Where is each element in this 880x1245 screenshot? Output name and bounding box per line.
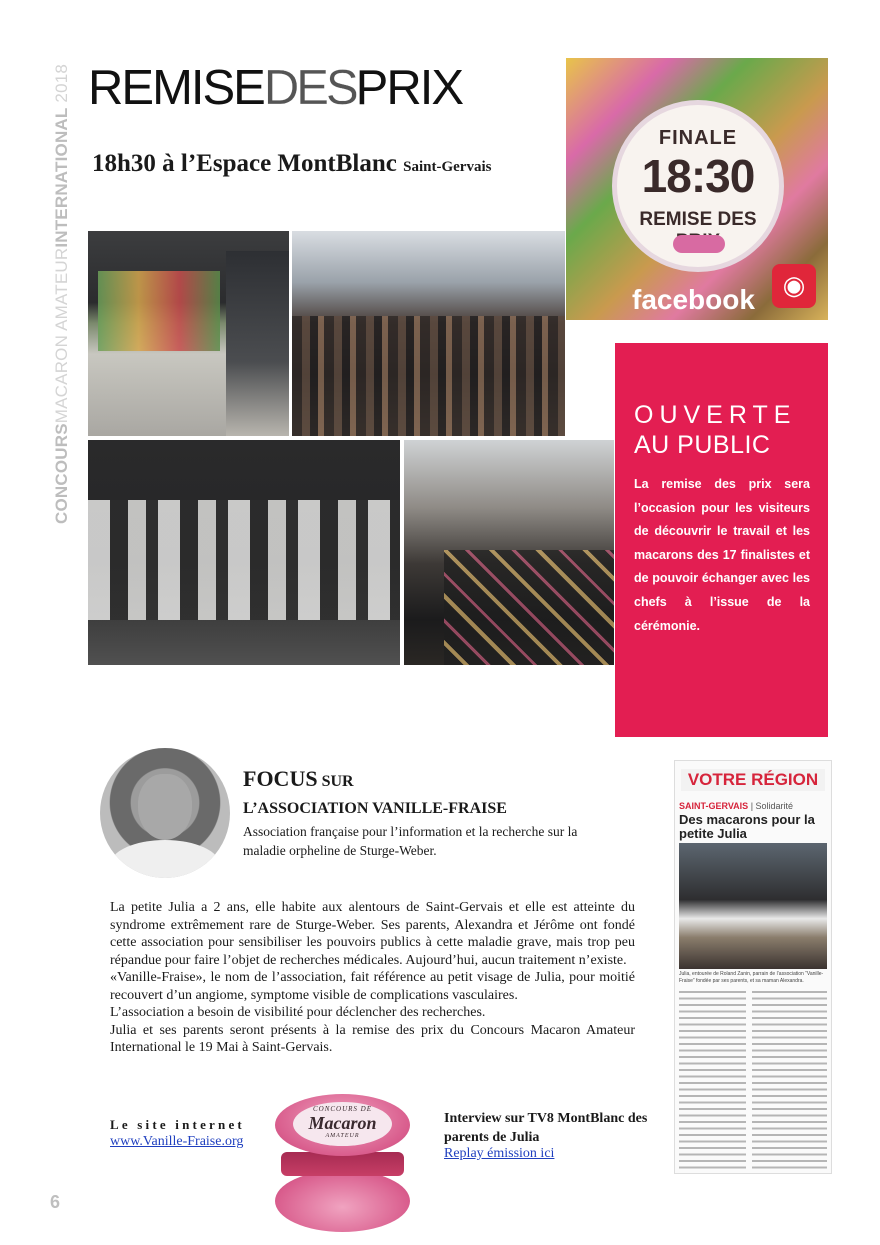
event-time-location [92,150,491,178]
page-number: 6 [50,1192,61,1212]
macaron-table [444,550,614,665]
macaron-label-line2: Macaron [308,1113,377,1133]
chef-figures [88,500,400,620]
article-paragraph: La petite Julia a 2 ans, elle habite aux alentours de Saint-Gervais et elle est atteinte du syndrome extrêmement rare de Sturge-Weber. Ses parents, Alexandra et Jérôme ont fondé cette association pour sensibiliser les pouvoirs publics à cette maladie grave, mais trop peu répandue pour faire l’objet de recherches médicales. Aujourd’hui, aucun traitement n’existe. [110,900,635,968]
side-concours: CONCOURS [52,423,71,524]
chefs-on-stage-photo [88,440,400,665]
focus-title-small: SUR [317,773,354,790]
news-column-gutter [746,991,752,1169]
news-section [679,801,793,811]
crowd-figures [292,316,565,436]
article-paragraph: L’association a besoin de visibilité pour déclencher des recherches. [110,1005,486,1020]
live-broadcast-icon: ◉ [772,264,816,308]
replay-link[interactable]: Replay émission ici [444,1146,555,1161]
association-name: L’ASSOCIATION VANILLE-FRAISE [243,800,507,817]
side-international: INTERNATIONAL [52,107,71,248]
article-paragraph: «Vanille-Fraise», le nom de l’association, fait référence au petit visage de Julia, pour moitié recouvert d’un angiome, symptome visible de complications vasculaires. [110,970,635,1003]
macaron-badge-image [265,1092,420,1242]
open-to-public-box [615,343,828,737]
news-caption: Julia, entourée de Roland Zanin, parrain de l’association “Vanille-Fraise” fondée par ses parents, et sa maman Alexandra. [679,971,824,984]
title-part1: REMISE [88,61,264,115]
side-amateur: AMATEUR [52,247,71,335]
region-title: VOTRE RÉGION [687,770,819,789]
news-section-name: SAINT-GERVAIS [679,801,749,811]
page-title [88,60,462,116]
info-heading-1: OUVERTE [634,401,797,429]
focus-title [243,766,354,792]
avatar [100,748,230,878]
association-description: Association française pour l’information et la recherche sur la maladie orpheline de Sturge-Weber. [243,824,578,858]
article-paragraph: Julia et ses parents seront présents à la remise des prix du Concours Macaron Amateur International le 19 Mai à Saint-Gervais. [110,1022,635,1055]
venue-window [98,271,220,351]
focus-title-big: FOCUS [243,766,318,791]
promo-line3: REMISE DES [639,209,757,230]
subtitle-main: 18h30 à l’Espace MontBlanc [92,150,397,177]
info-heading-2: AU PUBLIC [634,431,771,459]
macaron-bottom-shell [275,1170,410,1232]
macaron-tasting-photo [404,440,614,665]
avatar-shirt [110,840,220,878]
side-macaron: MACARON [52,334,71,424]
promo-line1: FINALE [658,127,738,149]
tv-interview-title: Interview sur TV8 MontBlanc des parents de Julia [444,1111,648,1145]
macaron-icon [673,235,725,253]
macaron-label-line1: CONCOURS DE [312,1105,373,1113]
side-label [52,64,72,524]
website-label: Le site internet [110,1117,245,1132]
facebook-promo-image [566,58,828,320]
news-text-columns [679,991,827,1169]
venue-entrance-photo [88,231,289,436]
macaron-label [293,1102,392,1146]
crowd-photo [292,231,565,436]
region-banner [681,769,825,791]
news-headline: Des macarons pour la petite Julia [679,812,815,841]
facebook-wordmark: facebook [632,284,755,315]
article-body [110,899,635,1057]
promo-time: 18:30 [641,150,755,202]
newspaper-clipping [674,760,832,1174]
title-part2: DES [263,61,356,115]
website-link[interactable]: www.Vanille-Fraise.org [110,1134,244,1149]
title-part3: PRIX [355,61,463,115]
info-body: La remise des prix sera l’occasion pour les visiteurs de découvrir le travail et les macarons des 17 finalistes et de pouvoir échanger avec les chefs à l’issue de la cérémonie. [634,477,810,633]
promo-badge [612,100,784,272]
avatar-face [138,774,192,840]
venue-wall [226,251,289,436]
news-section-sub: | Solidarité [748,801,794,811]
news-photo [679,843,827,969]
subtitle-place: Saint-Gervais [403,159,492,175]
macaron-label-line3: AMATEUR [325,1133,360,1139]
side-year: 2018 [52,63,71,108]
